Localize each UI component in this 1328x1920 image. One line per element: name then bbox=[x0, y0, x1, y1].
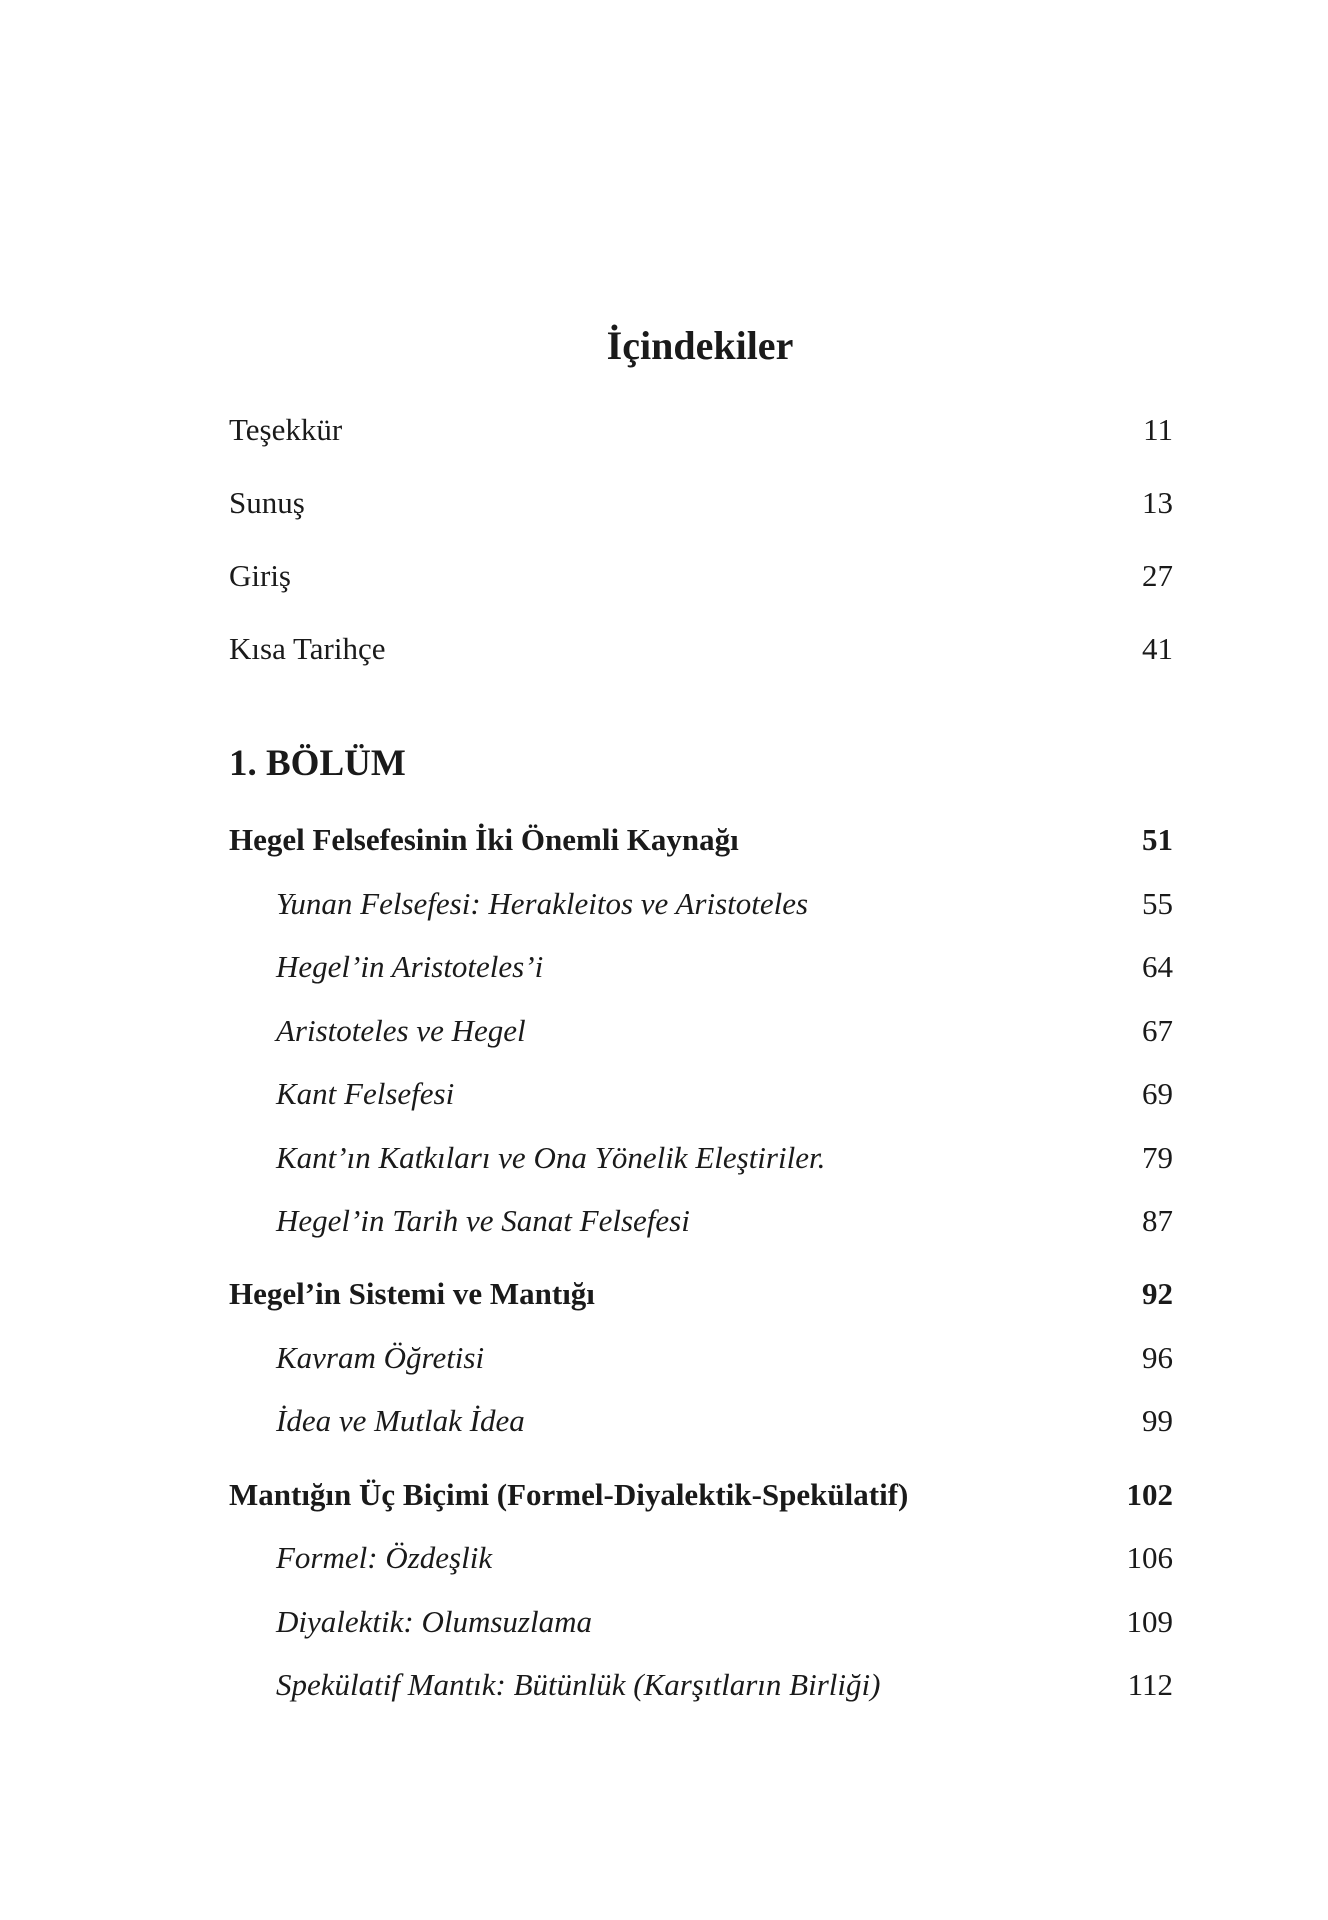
section-title: Mantığın Üç Biçimi (Formel-Diyalektik-Spekülatif) bbox=[229, 1477, 909, 1512]
section-page-number: 92 bbox=[1142, 1276, 1173, 1311]
toc-subsection[interactable] bbox=[276, 1338, 1173, 1378]
subsection-page-number: 79 bbox=[1142, 1140, 1173, 1175]
toc-title: İçindekiler bbox=[606, 323, 794, 368]
toc-entry-tesekkur[interactable] bbox=[229, 410, 1173, 450]
subsection-page-number: 112 bbox=[1127, 1667, 1173, 1702]
subsection-page-number: 64 bbox=[1142, 949, 1173, 984]
section-page-number: 51 bbox=[1142, 822, 1173, 857]
subsection-title: Hegel’in Aristoteles’i bbox=[276, 949, 544, 984]
toc-section[interactable] bbox=[229, 1274, 1173, 1314]
entry-page-number: 27 bbox=[1142, 558, 1173, 593]
subsection-page-number: 67 bbox=[1142, 1013, 1173, 1048]
toc-subsection[interactable] bbox=[276, 884, 1173, 924]
entry-title: Teşekkür bbox=[229, 412, 343, 447]
subsection-title: Kavram Öğretisi bbox=[276, 1340, 485, 1375]
toc-section[interactable] bbox=[229, 1475, 1173, 1515]
section-page-number: 102 bbox=[1126, 1477, 1173, 1512]
subsection-page-number: 96 bbox=[1142, 1340, 1173, 1375]
subsection-page-number: 55 bbox=[1142, 886, 1173, 921]
subsection-title: Aristoteles ve Hegel bbox=[276, 1013, 526, 1048]
toc-entry-kisa-tarihce[interactable] bbox=[229, 629, 1173, 669]
subsection-title: Diyalektik: Olumsuzlama bbox=[276, 1604, 592, 1639]
subsection-title: Kant’ın Katkıları ve Ona Yönelik Eleştiriler. bbox=[276, 1140, 826, 1175]
toc-subsection[interactable] bbox=[276, 1074, 1173, 1114]
section-title: Hegel Felsefesinin İki Önemli Kaynağı bbox=[229, 822, 739, 857]
toc-subsection[interactable] bbox=[276, 1602, 1173, 1642]
subsection-title: Kant Felsefesi bbox=[276, 1076, 455, 1111]
subsection-page-number: 87 bbox=[1142, 1203, 1173, 1238]
toc-subsection[interactable] bbox=[276, 1011, 1173, 1051]
part-heading: 1. BÖLÜM bbox=[229, 743, 406, 784]
section-title: Hegel’in Sistemi ve Mantığı bbox=[229, 1276, 595, 1311]
toc-subsection[interactable] bbox=[276, 1401, 1173, 1441]
subsection-title: Formel: Özdeşlik bbox=[276, 1540, 493, 1575]
entry-page-number: 41 bbox=[1142, 631, 1173, 666]
entry-title: Sunuş bbox=[229, 485, 305, 520]
subsection-page-number: 109 bbox=[1126, 1604, 1173, 1639]
toc-entry-sunus[interactable] bbox=[229, 483, 1173, 523]
subsection-title: Hegel’in Tarih ve Sanat Felsefesi bbox=[276, 1203, 690, 1238]
entry-page-number: 13 bbox=[1142, 485, 1173, 520]
toc-subsection[interactable] bbox=[276, 1665, 1173, 1705]
toc-subsection[interactable] bbox=[276, 1138, 1173, 1178]
subsection-title: Yunan Felsefesi: Herakleitos ve Aristoteles bbox=[276, 886, 809, 921]
subsection-page-number: 106 bbox=[1126, 1540, 1173, 1575]
subsection-title: İdea ve Mutlak İdea bbox=[276, 1403, 525, 1438]
entry-page-number: 11 bbox=[1143, 412, 1173, 447]
toc-subsection[interactable] bbox=[276, 947, 1173, 987]
subsection-page-number: 69 bbox=[1142, 1076, 1173, 1111]
toc-section[interactable] bbox=[229, 820, 1173, 860]
toc-subsection[interactable] bbox=[276, 1201, 1173, 1241]
subsection-page-number: 99 bbox=[1142, 1403, 1173, 1438]
entry-title: Giriş bbox=[229, 558, 291, 593]
subsection-title: Spekülatif Mantık: Bütünlük (Karşıtların Birliği) bbox=[276, 1667, 881, 1702]
toc-subsection[interactable] bbox=[276, 1538, 1173, 1578]
entry-title: Kısa Tarihçe bbox=[229, 631, 386, 666]
toc-entry-giris[interactable] bbox=[229, 556, 1173, 596]
